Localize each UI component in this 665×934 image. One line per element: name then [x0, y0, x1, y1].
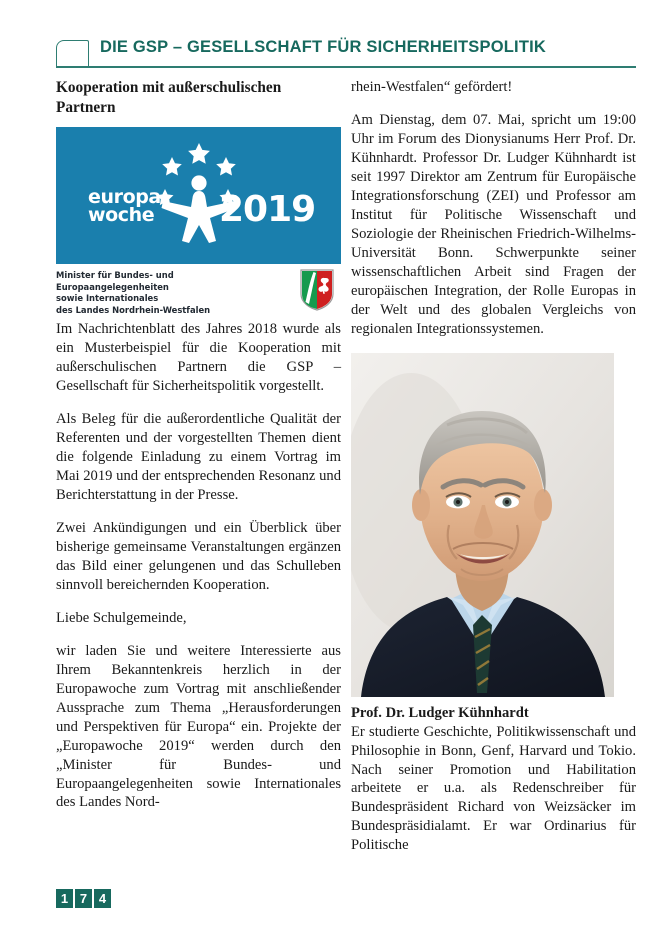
portrait-illustration	[351, 353, 614, 697]
logo-word-line-2: woche	[88, 204, 155, 227]
europawoche-logo-block	[56, 127, 341, 315]
ministry-line-3: des Landes Nordrhein-Westfalen	[56, 304, 211, 315]
section-heading: Kooperation mit außerschulischen Partnern	[56, 79, 282, 116]
portrait-photo-ludger-kuehnhardt	[351, 353, 614, 697]
ministry-line-2: sowie Internationales	[56, 293, 159, 304]
paragraph: Im Nachrichtenblatt des Jahres 2018 wurde als ein Musterbeispiel für die Kooperation mit außerschulischen Partnern die GSP – Gesellschaft für Sicherheitspolitik vorgestellt.	[56, 321, 341, 395]
logo-word-line-1: europa	[88, 186, 161, 209]
logo-year: 2019	[219, 189, 316, 231]
ministry-line-1: Minister für Bundes- und Europaangelegenheiten	[56, 270, 174, 292]
ministry-credit-row	[56, 270, 341, 315]
nrw-coat-of-arms-icon	[300, 269, 334, 311]
page-number-badge	[56, 889, 111, 908]
paragraph: Er studierte Geschichte, Politikwissenschaft und Philosophie in Bonn, Genf, Harvard und Tokio. Nach seiner Promotion und Habilitation arbeitete er u.a. als Redenschreiber für Bundespräsident Richard von Weizsäcker im Bundespräsidialamt. Er war Ordinarius für Politische	[351, 723, 636, 854]
page-digit: 1	[56, 889, 73, 908]
europawoche-wordmark	[88, 186, 161, 227]
salutation: Liebe Schulgemeinde,	[56, 609, 187, 626]
page-header	[56, 38, 636, 76]
paragraph: wir laden Sie und weitere Interessierte aus Ihrem Bekanntenkreis herzlich in der Europawoche zum Vortrag mit anschließender Aussprache zum Thema „Herausforderungen und Perspektiven für Europa“ ein. Projekte der „Europawoche 2019“ werden durch den „Minister für Bundes- und Europaangelegenheiten sowie Internationales des Landes Nord-	[56, 642, 341, 811]
photo-caption-name: Prof. Dr. Ludger Kühnhardt	[351, 704, 529, 721]
left-column	[56, 78, 341, 812]
paragraph: Als Beleg für die außerordentliche Qualität der Referenten und der vorgestellten Themen dient die folgende Einladung zu einem Vortrag im Mai 2019 und der entsprechenden Resonanz und Berichterstattung in der Presse.	[56, 411, 341, 503]
page-digit: 7	[75, 889, 92, 908]
paragraph: Am Dienstag, dem 07. Mai, spricht um 19:00 Uhr im Forum des Dionysianums Herr Prof. Dr. Kühnhardt. Professor Dr. Ludger Kühnhardt ist seit 1997 Direktor am Zentrum für Europäische Integrationsforschung (ZEI) und Professor am Institut für Politische Wissenschaft und Soziologie der Rheinischen Friedrich-Wilhelms-Universität Bonn. Schwerpunkte seiner wissenschaftlichen Arbeit sind Fragen der europäischen Integration, der Rolle Europas in der Welt und des globalen Vergleichs von regionalen Integrationssystemen.	[351, 111, 636, 337]
folder-tab-icon	[56, 40, 89, 66]
paragraph: Zwei Ankündigungen und ein Überblick über bisherige gemeinsame Veranstaltungen ergänzen das Bild einer gelungenen und das Schulleben sinnvoll bereichernden Kooperation.	[56, 519, 341, 593]
page-title: DIE GSP – GESELLSCHAFT FÜR SICHERHEITSPOLITIK	[100, 38, 546, 56]
header-divider	[56, 66, 636, 68]
right-column	[351, 78, 636, 855]
ministry-credit-text	[56, 270, 281, 316]
page-digit: 4	[94, 889, 111, 908]
europawoche-2019-logo	[56, 127, 341, 264]
paragraph: rhein-Westfalen“ gefördert!	[351, 79, 513, 95]
